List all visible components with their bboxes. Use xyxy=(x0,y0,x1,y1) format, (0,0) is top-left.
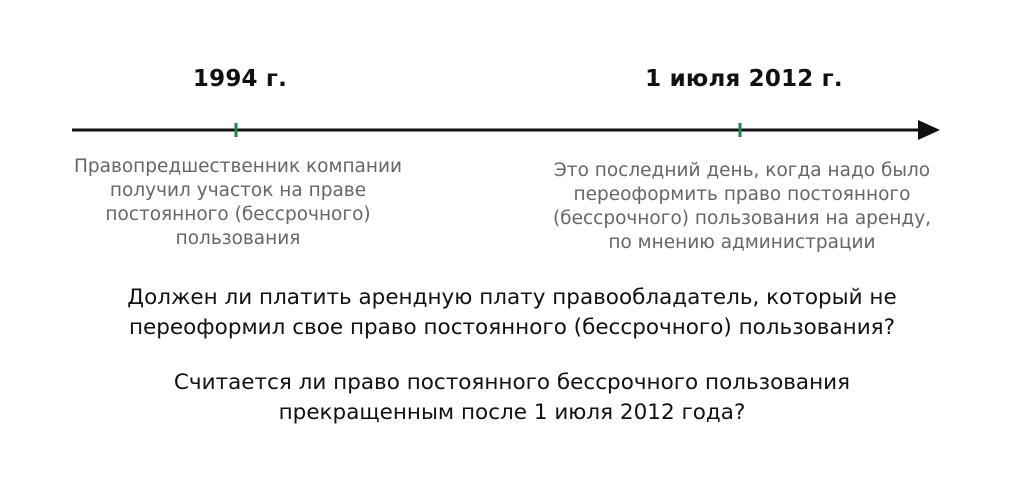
description-line: по мнению администрации xyxy=(608,232,876,253)
timeline-event-2012-description xyxy=(553,159,931,255)
timeline-date-1994: 1994 г. xyxy=(192,66,288,92)
description-line: Правопредшественник компании xyxy=(73,156,403,177)
timeline-arrow-icon xyxy=(918,120,940,140)
description-line: получил участок на праве xyxy=(109,180,367,201)
question-line: Считается ли право постоянного бессрочного пользования xyxy=(173,370,851,395)
description-line: постоянного (бессрочного) xyxy=(105,204,371,225)
question-line: Должен ли платить арендную плату правообладатель, который не xyxy=(127,285,897,310)
description-line: Это последний день, когда надо было xyxy=(553,160,931,181)
description-line: переоформить право постоянного xyxy=(573,184,911,205)
timeline-date-2012: 1 июля 2012 г. xyxy=(645,66,843,92)
question-line: переоформил свое право постоянного (бессрочного) пользования? xyxy=(128,315,896,340)
question-rent-payment xyxy=(0,283,1024,343)
description-line: (бессрочного) пользования на аренду, xyxy=(552,208,932,229)
timeline-event-1994-description xyxy=(74,155,402,251)
timeline xyxy=(0,110,1024,150)
description-line: пользования xyxy=(175,228,301,249)
question-right-terminated xyxy=(0,368,1024,428)
question-line: прекращенным после 1 июля 2012 года? xyxy=(278,400,746,425)
